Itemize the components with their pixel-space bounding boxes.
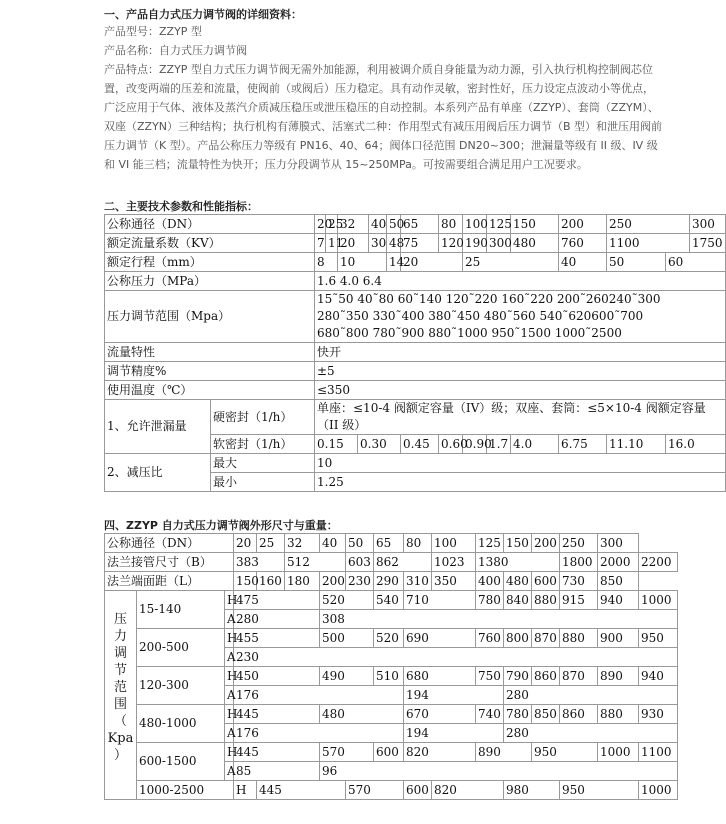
h-cell: 500 <box>320 629 374 648</box>
dn-cell: 100 <box>463 215 487 234</box>
h-cell: 600 <box>404 781 432 800</box>
dn-cell: 20 <box>315 215 326 234</box>
dim-b-row <box>105 553 678 572</box>
dim-l-cell: 310 <box>404 572 432 591</box>
a-cell: 176 <box>234 686 404 705</box>
dn-cell: 50 <box>387 215 401 234</box>
h-cell: 900 <box>598 629 639 648</box>
stroke-cell: 50 <box>607 253 666 272</box>
kv-cell: 1100 <box>607 234 690 253</box>
vertical-char: 压 <box>113 612 127 627</box>
h-cell: 680 <box>404 667 476 686</box>
group-h-row <box>105 629 678 648</box>
range-line: 280˜350 330˜400 380˜450 480˜560 540˜620600˜700 <box>317 309 644 323</box>
vertical-char: ） <box>113 748 127 763</box>
dn-cell: 40 <box>369 215 387 234</box>
dim-b-cell: 1800 <box>560 553 598 572</box>
h-cell: 490 <box>320 667 374 686</box>
h-cell: 1100 <box>639 743 678 762</box>
dim-b-cell: 1380 <box>476 553 560 572</box>
soft-seal-cell: 16.0 <box>666 435 726 454</box>
h-cell: 840 <box>504 591 532 610</box>
h-cell: 540 <box>374 591 404 610</box>
h-letter: H <box>225 667 234 686</box>
h-cell: 520 <box>320 591 374 610</box>
dim-dn-cell: 150 <box>504 534 532 553</box>
kv-cell: 30 <box>369 234 387 253</box>
kv-cell: 1750 <box>690 234 726 253</box>
range-group-label: 480-1000 <box>137 705 225 743</box>
a-cell: 176 <box>234 724 404 743</box>
kv-cell: 120 <box>439 234 463 253</box>
dim-l-cell: 290 <box>374 572 404 591</box>
soft-seal-cell: 0.15 <box>315 435 358 454</box>
h-cell: 445 <box>257 781 346 800</box>
dim-b-cell: 512 <box>285 553 346 572</box>
hard-seal-row <box>105 400 726 435</box>
a-cell: 96 <box>320 762 678 781</box>
range-group-label: 200-500 <box>137 629 225 667</box>
h-cell: 890 <box>598 667 639 686</box>
kv-cell: 11 <box>326 234 338 253</box>
dim-l-cell: 480 <box>504 572 532 591</box>
dim-dn-cell: 25 <box>257 534 285 553</box>
soft-seal-cell: 4.0 <box>511 435 559 454</box>
dn-cell: 65 <box>401 215 439 234</box>
h-cell: 780 <box>504 705 532 724</box>
temp-label: 使用温度（℃） <box>105 381 315 400</box>
h-cell: 950 <box>560 781 639 800</box>
tech-params-table <box>104 214 726 492</box>
precision-value: ±5 <box>315 362 726 381</box>
dim-b-label: 法兰接管尺寸（B） <box>105 553 234 572</box>
h-cell: 740 <box>476 705 504 724</box>
dim-dn-cell: 125 <box>476 534 504 553</box>
h-cell: 850 <box>532 705 560 724</box>
pn-row <box>105 272 726 291</box>
h-cell: 890 <box>476 743 532 762</box>
ratio-min-value: 1.25 <box>315 473 726 492</box>
a-letter: A <box>225 610 234 629</box>
kv-cell: 20 <box>338 234 369 253</box>
hard-seal-label: 硬密封（1/h） <box>211 400 315 435</box>
stroke-row <box>105 253 726 272</box>
dn-cell: 25 <box>326 215 338 234</box>
product-features: 产品特点：ZZYP 型自力式压力调节阀无需外加能源，利用被调介质自身能量为动力源，引入执行机构控制阀芯位置，改变两端的压差和流量，使阀前（或阀后）压力稳定。具有动作灵敏，密封性好，压力设定点波动小等优点，广泛应用于气体、液体及蒸汽介质减压稳压或泄压稳压的自动控制。本系列产品有单座（ZZYP）、套筒（ZZYM）、双座（ZZYN）三种结构；执行机构有薄膜式、活塞式二种：作用型式有减压用阀后压力调节（B 型）和泄压用阀前压力调节（K 型）。产品公称压力等级有 PN16、40、64；阀体口径范围 DN20~300；泄漏量等级有 II 级、IV 级和 VI 能三档；流量特性为快开；压力分段调节从 15~250MPa。可按需要组合满足用户工况要求。 <box>104 63 663 171</box>
h-cell: 860 <box>532 667 560 686</box>
h-cell: 940 <box>639 667 678 686</box>
h-cell: 475 <box>234 591 320 610</box>
a-cell: 194 <box>404 686 504 705</box>
vertical-char: 力 <box>113 629 127 644</box>
group-h-row <box>105 705 678 724</box>
group-h-row <box>105 591 678 610</box>
h-cell: 930 <box>639 705 678 724</box>
h-cell: 870 <box>560 667 598 686</box>
dim-dn-cell: 300 <box>598 534 639 553</box>
h-cell: 1000 <box>639 591 678 610</box>
ratio-min-label: 最小 <box>211 473 315 492</box>
precision-row <box>105 362 726 381</box>
dim-dn-cell: 250 <box>560 534 598 553</box>
stroke-cell: 60 <box>666 253 726 272</box>
h-cell: 670 <box>404 705 476 724</box>
dim-l-cell: 180 <box>285 572 320 591</box>
dim-l-cell: 850 <box>598 572 639 591</box>
soft-seal-label: 软密封（1/h） <box>211 435 315 454</box>
dim-dn-cell: 65 <box>374 534 404 553</box>
dim-dn-cell: 100 <box>432 534 476 553</box>
h-cell: 450 <box>234 667 320 686</box>
section-1-title: 一、产品自力式压力调节阀的详细资料： <box>104 8 302 21</box>
a-letter: A <box>225 648 234 667</box>
dim-l-label: 法兰端面距（L） <box>105 572 234 591</box>
vertical-char: Kpa <box>107 731 134 746</box>
dn-cell: 125 <box>487 215 511 234</box>
h-cell: 1000 <box>598 743 639 762</box>
vertical-char: 调 <box>113 646 127 661</box>
range-value <box>315 291 726 343</box>
h-cell: 455 <box>234 629 320 648</box>
h-cell: 1000 <box>639 781 678 800</box>
h-cell: 880 <box>560 629 598 648</box>
product-intro <box>104 22 664 174</box>
range-line: 680˜800 780˜900 880˜1000 950˜1500 1000˜2500 <box>317 326 622 340</box>
kv-cell: 190 <box>463 234 487 253</box>
h-cell: 880 <box>598 705 639 724</box>
temp-value: ≤350 <box>315 381 726 400</box>
dim-l-cell: 400 <box>476 572 504 591</box>
kv-cell: 7 <box>315 234 326 253</box>
h-cell: 915 <box>560 591 598 610</box>
range-group-label: 1000-2500 <box>137 781 234 800</box>
hard-seal-value: 单座：≤10-4 阀额定容量（IV）级；双座、套筒：≤5×10-4 阀额定容量（II 级） <box>315 400 726 435</box>
dim-l-cell: 230 <box>346 572 374 591</box>
dimensions-table <box>104 533 678 800</box>
h-cell: 880 <box>532 591 560 610</box>
ratio-max-value: 10 <box>315 454 726 473</box>
leak-label: 1、允许泄漏量 <box>105 400 211 454</box>
h-letter: H <box>225 705 234 724</box>
vertical-char: 范 <box>113 680 127 695</box>
dim-b-cell: 1023 <box>432 553 476 572</box>
h-letter: H <box>225 743 234 762</box>
range-label: 压力调节范围（Mpa） <box>105 291 315 343</box>
stroke-cell: 8 <box>315 253 338 272</box>
h-cell: 750 <box>476 667 504 686</box>
a-cell: 194 <box>404 724 504 743</box>
a-cell: 308 <box>320 610 678 629</box>
dim-dn-cell: 80 <box>404 534 432 553</box>
dn-row <box>105 215 726 234</box>
dim-l-cell: 600 <box>532 572 560 591</box>
stroke-cell: 20 <box>401 253 463 272</box>
dim-dn-cell: 40 <box>320 534 346 553</box>
a-cell: 85 <box>234 762 320 781</box>
kv-cell: 48 <box>387 234 401 253</box>
soft-seal-cell: 0.90 <box>463 435 487 454</box>
soft-seal-cell: 0.45 <box>401 435 439 454</box>
h-cell: 790 <box>504 667 532 686</box>
h-letter: H <box>225 629 234 648</box>
soft-seal-cell: 0.60 <box>439 435 463 454</box>
dn-cell: 200 <box>559 215 607 234</box>
h-cell: 760 <box>476 629 504 648</box>
h-cell: 980 <box>504 781 560 800</box>
h-cell: 480 <box>320 705 404 724</box>
a-letter: A <box>225 686 234 705</box>
h-cell: 570 <box>320 743 374 762</box>
dim-dn-cell: 50 <box>346 534 374 553</box>
temp-row <box>105 381 726 400</box>
dim-l-cell: 200 <box>320 572 346 591</box>
soft-seal-cell: 11.10 <box>607 435 666 454</box>
h-cell: 870 <box>532 629 560 648</box>
range-line: 15˜50 40˜80 60˜140 120˜220 160˜220 200˜260240˜300 <box>317 292 661 306</box>
h-cell: 445 <box>234 705 320 724</box>
a-cell: 280 <box>504 686 678 705</box>
flow-row <box>105 343 726 362</box>
h-cell: 820 <box>404 743 476 762</box>
ratio-max-label: 最大 <box>211 454 315 473</box>
stroke-cell: 40 <box>559 253 607 272</box>
h-cell: 820 <box>432 781 504 800</box>
dim-l-row <box>105 572 678 591</box>
precision-label: 调节精度% <box>105 362 315 381</box>
h-letter: H <box>225 591 234 610</box>
kv-cell: 480 <box>511 234 559 253</box>
stroke-cell: 14 <box>387 253 401 272</box>
a-cell: 280 <box>504 724 678 743</box>
kv-cell: 760 <box>559 234 607 253</box>
pn-value: 1.6 4.0 6.4 <box>315 272 726 291</box>
kv-row <box>105 234 726 253</box>
h-cell: 570 <box>346 781 404 800</box>
flow-label: 流量特性 <box>105 343 315 362</box>
stroke-label: 额定行程（mm） <box>105 253 315 272</box>
dim-l-cell: 160 <box>257 572 285 591</box>
h-cell: 690 <box>404 629 476 648</box>
dim-b-cell: 603 <box>346 553 374 572</box>
dn-cell: 250 <box>607 215 690 234</box>
h-cell: 860 <box>560 705 598 724</box>
kv-label: 额定流量系数（KV） <box>105 234 315 253</box>
pressure-range-vertical-label <box>105 591 137 800</box>
dn-cell: 150 <box>511 215 559 234</box>
vertical-char: 节 <box>113 663 127 678</box>
h-cell: 510 <box>374 667 404 686</box>
flow-value: 快开 <box>315 343 726 362</box>
h-cell: 800 <box>504 629 532 648</box>
a-cell: 280 <box>234 610 320 629</box>
h-cell: 950 <box>639 629 678 648</box>
group-h-row <box>105 667 678 686</box>
h-cell: 780 <box>476 591 504 610</box>
h-cell: 520 <box>374 629 404 648</box>
dim-b-cell: 862 <box>374 553 432 572</box>
h-cell: 950 <box>532 743 598 762</box>
group-h-row <box>105 781 678 800</box>
h-cell: 445 <box>234 743 320 762</box>
a-letter: A <box>225 724 234 743</box>
dim-b-cell: 383 <box>234 553 285 572</box>
h-cell: 600 <box>374 743 404 762</box>
range-row <box>105 291 726 343</box>
vertical-char: 围 <box>113 697 127 712</box>
dim-l-cell: 350 <box>432 572 476 591</box>
pn-label: 公称压力（MPa） <box>105 272 315 291</box>
kv-cell: 300 <box>487 234 511 253</box>
dim-dn-cell: 20 <box>234 534 257 553</box>
h-letter: H <box>234 781 257 800</box>
h-cell: 710 <box>404 591 476 610</box>
dim-l-cell: 730 <box>560 572 598 591</box>
dn-cell: 80 <box>439 215 463 234</box>
ratio-label: 2、减压比 <box>105 454 211 492</box>
dim-dn-label: 公称通径（DN） <box>105 534 234 553</box>
dim-b-cell: 2200 <box>639 553 678 572</box>
dim-dn-row <box>105 534 678 553</box>
product-name: 产品名称：自力式压力调节阀 <box>104 44 247 57</box>
dn-cell: 300 <box>690 215 726 234</box>
dn-label: 公称通径（DN） <box>105 215 315 234</box>
range-group-label: 120-300 <box>137 667 225 705</box>
ratio-max-row <box>105 454 726 473</box>
vertical-char: （ <box>113 714 127 729</box>
range-group-label: 600-1500 <box>137 743 225 781</box>
soft-seal-cell: 0.30 <box>358 435 401 454</box>
soft-seal-cell: 1.7 <box>487 435 511 454</box>
kv-cell: 75 <box>401 234 439 253</box>
product-model: 产品型号：ZZYP 型 <box>104 25 202 38</box>
group-h-row <box>105 743 678 762</box>
dim-dn-cell: 32 <box>285 534 320 553</box>
range-group-label: 15-140 <box>137 591 225 629</box>
dim-dn-cell: 200 <box>532 534 560 553</box>
stroke-cell: 25 <box>463 253 559 272</box>
dn-cell: 32 <box>338 215 369 234</box>
section-2-title: 二、主要技术参数和性能指标： <box>104 200 258 213</box>
dim-l-cell: 150 <box>234 572 257 591</box>
h-cell: 940 <box>598 591 639 610</box>
stroke-cell: 10 <box>338 253 387 272</box>
a-letter: A <box>225 762 234 781</box>
dim-b-cell: 2000 <box>598 553 639 572</box>
section-4-title: 四、ZZYP 自力式压力调节阀外形尺寸与重量： <box>104 519 338 532</box>
a-cell: 230 <box>234 648 678 667</box>
soft-seal-cell: 6.75 <box>559 435 607 454</box>
